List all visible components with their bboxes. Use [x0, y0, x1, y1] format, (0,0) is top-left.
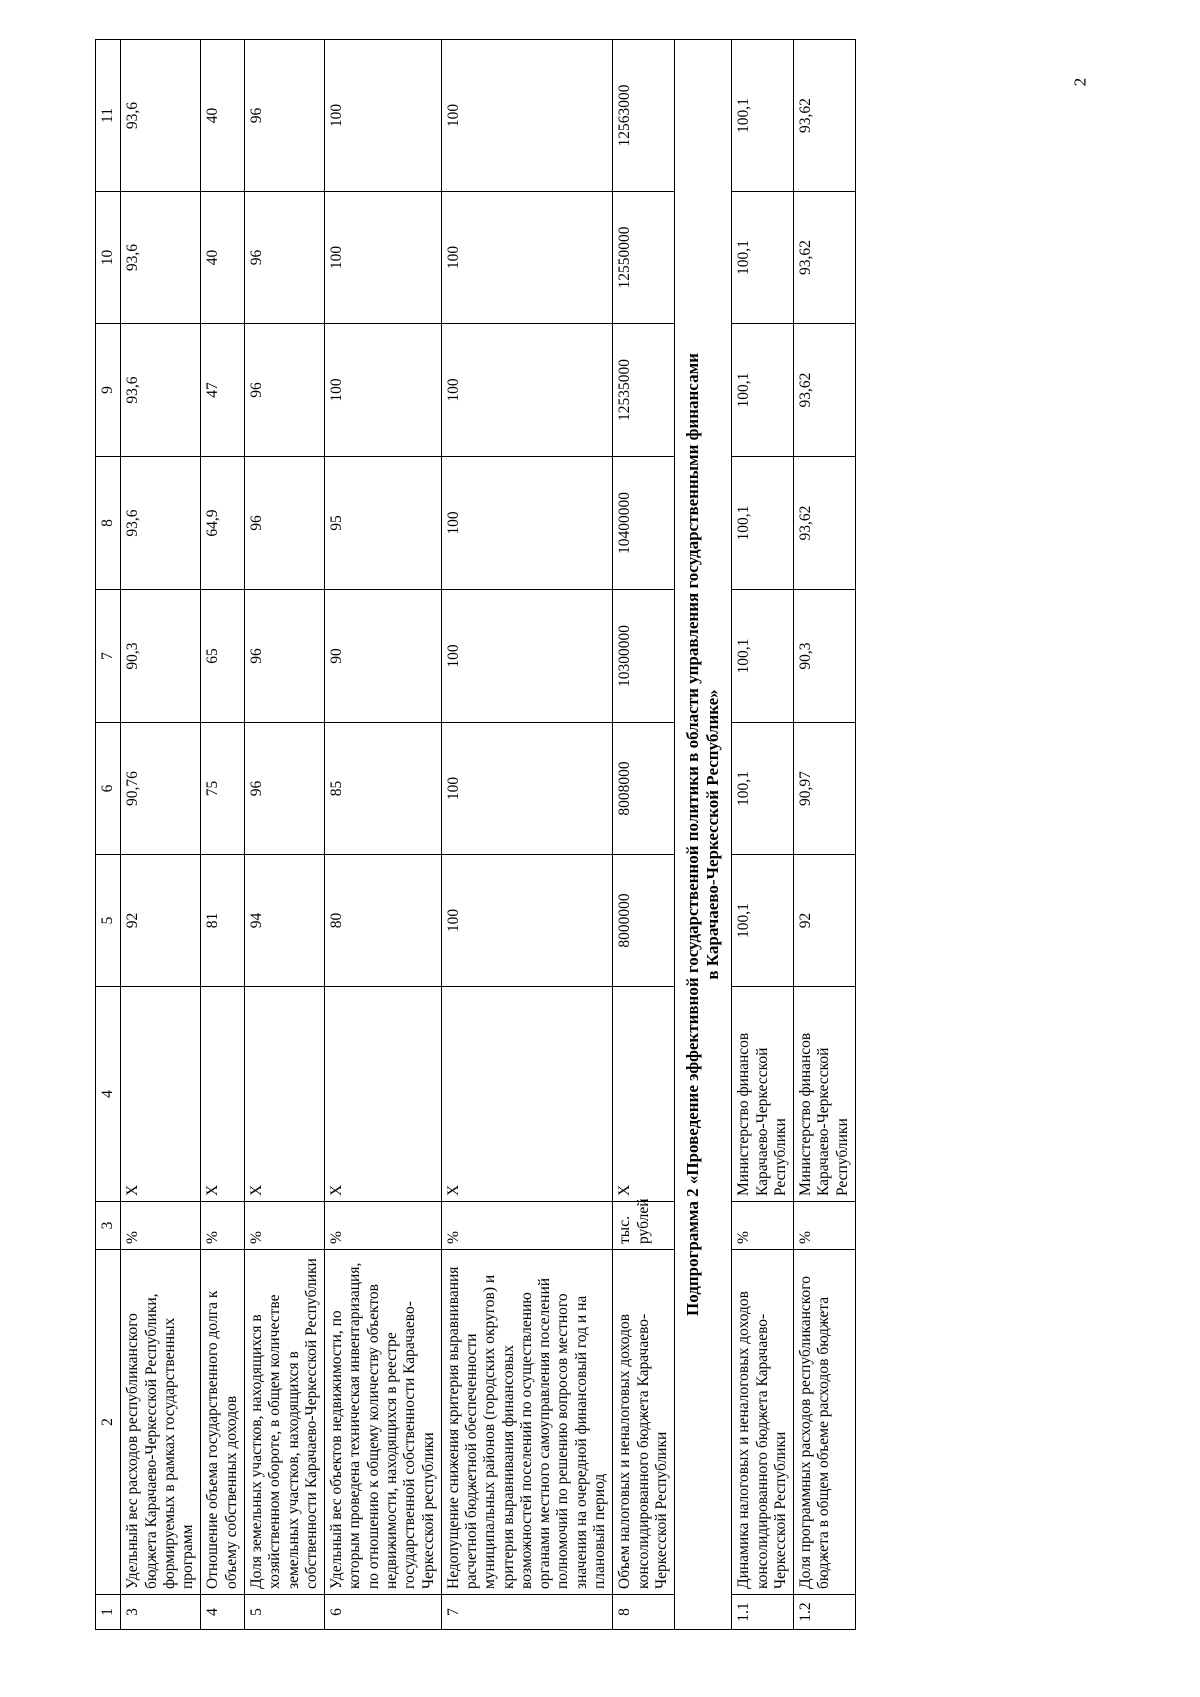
row-number: 7	[441, 1595, 613, 1630]
indicator-name: Доля программных расходов республиканского бюджета в общем объеме расходов бюджета	[794, 1250, 856, 1595]
value-cell: 93,62	[794, 457, 856, 590]
value-cell: 94	[244, 855, 324, 987]
value-cell: 90,97	[794, 723, 856, 855]
indicator-name: Объем налоговых и неналоговых доходов консолидированного бюджета Карачаево-Черкесской Республики	[613, 1250, 675, 1595]
value-cell: 100	[441, 723, 613, 855]
column-number: 3	[96, 1202, 121, 1250]
table-row	[794, 40, 856, 1630]
value-cell: 100	[441, 457, 613, 590]
value-cell: 100,1	[732, 40, 794, 192]
value-cell: 100	[441, 855, 613, 987]
row-number: 3	[121, 1595, 201, 1630]
unit-cell: %	[244, 1202, 324, 1250]
value-cell: 100,1	[732, 590, 794, 723]
value-cell: 93,62	[794, 40, 856, 192]
value-cell: 100,1	[732, 324, 794, 457]
value-cell: 100,1	[732, 192, 794, 324]
unit-cell: %	[794, 1202, 856, 1250]
value-cell: 100	[441, 40, 613, 192]
column-number: 9	[96, 324, 121, 457]
indicator-name: Недопущение снижения критерия выравнивания расчетной бюджетной обеспеченности муниципальных районов (городских округов) и критерия выравнивания финансовых возможностей поселений по осуществлению органами местного самоуправления поселений полномочий по решению вопросов местного значения на очередной финансовый год и на плановый период	[441, 1250, 613, 1595]
indicator-name: Динамика налоговых и неналоговых доходов консолидированного бюджета Карачаево-Черкесской Республики	[732, 1250, 794, 1595]
row-number: 4	[201, 1595, 245, 1630]
value-cell: 64,9	[201, 457, 245, 590]
responsible-cell: X	[613, 987, 675, 1202]
value-cell: 75	[201, 723, 245, 855]
value-cell: 92	[121, 855, 201, 987]
value-cell: 96	[244, 324, 324, 457]
value-cell: 100,1	[732, 855, 794, 987]
column-number: 6	[96, 723, 121, 855]
responsible-cell: X	[441, 987, 613, 1202]
value-cell: 95	[325, 457, 442, 590]
value-cell: 100	[325, 40, 442, 192]
value-cell: 8000000	[613, 855, 675, 987]
value-cell: 96	[244, 590, 324, 723]
value-cell: 90,3	[121, 590, 201, 723]
value-cell: 80	[325, 855, 442, 987]
value-cell: 10300000	[613, 590, 675, 723]
responsible-cell: X	[244, 987, 324, 1202]
indicator-name: Удельный вес расходов республиканского бюджета Карачаево-Черкесской Республики, формируемых в рамках государственных программ	[121, 1250, 201, 1595]
value-cell: 96	[244, 457, 324, 590]
value-cell: 40	[201, 40, 245, 192]
rotated-page	[95, 60, 1095, 1630]
value-cell: 12535000	[613, 324, 675, 457]
column-number: 7	[96, 590, 121, 723]
value-cell: 47	[201, 324, 245, 457]
value-cell: 96	[244, 723, 324, 855]
table-body	[96, 40, 856, 1630]
table-row	[613, 40, 675, 1630]
value-cell: 92	[794, 855, 856, 987]
unit-cell: %	[325, 1202, 442, 1250]
column-number-row	[96, 40, 121, 1630]
unit-cell: %	[441, 1202, 613, 1250]
value-cell: 12563000	[613, 40, 675, 192]
row-number: 5	[244, 1595, 324, 1630]
table-row	[121, 40, 201, 1630]
column-number: 8	[96, 457, 121, 590]
value-cell: 10400000	[613, 457, 675, 590]
subprogram-title-line: Подпрограмма 2 «Проведение эффективной государственной политики в области управления государственными финансами	[683, 353, 703, 1316]
indicator-name: Доля земельных участков, находящихся в хозяйственном обороте, в общем количестве земельных участков, находящихся в собственности Карачаево-Черкесской Республики	[244, 1250, 324, 1595]
value-cell: 96	[244, 40, 324, 192]
indicators-table	[95, 39, 856, 1630]
column-number: 11	[96, 40, 121, 192]
responsible-cell: X	[325, 987, 442, 1202]
value-cell: 40	[201, 192, 245, 324]
column-number: 1	[96, 1595, 121, 1630]
value-cell: 85	[325, 723, 442, 855]
row-number: 6	[325, 1595, 442, 1630]
column-number: 2	[96, 1250, 121, 1595]
value-cell: 96	[244, 192, 324, 324]
table-row	[201, 40, 245, 1630]
value-cell: 93,6	[121, 192, 201, 324]
subprogram-row	[675, 40, 732, 1630]
table-row	[732, 40, 794, 1630]
value-cell: 93,6	[121, 40, 201, 192]
unit-cell: %	[201, 1202, 245, 1250]
table-row	[325, 40, 442, 1630]
value-cell: 8008000	[613, 723, 675, 855]
responsible-cell: X	[121, 987, 201, 1202]
unit-cell: %	[732, 1202, 794, 1250]
value-cell: 65	[201, 590, 245, 723]
value-cell: 100	[325, 192, 442, 324]
value-cell: 100,1	[732, 723, 794, 855]
responsible-cell: Министерство финансов Карачаево-Черкесской Республики	[794, 987, 856, 1202]
value-cell: 100	[441, 324, 613, 457]
column-number: 4	[96, 987, 121, 1202]
page-number: 2	[1070, 77, 1090, 87]
column-number: 10	[96, 192, 121, 324]
value-cell: 90,76	[121, 723, 201, 855]
subprogram-title	[675, 40, 732, 1630]
responsible-cell: Министерство финансов Карачаево-Черкесской Республики	[732, 987, 794, 1202]
value-cell: 90	[325, 590, 442, 723]
value-cell: 93,6	[121, 457, 201, 590]
unit-cell: тыс. рублей	[613, 1202, 675, 1250]
unit-cell: %	[121, 1202, 201, 1250]
value-cell: 100	[441, 192, 613, 324]
value-cell: 100	[325, 324, 442, 457]
row-number: 1.1	[732, 1595, 794, 1630]
row-number: 8	[613, 1595, 675, 1630]
value-cell: 93,6	[121, 324, 201, 457]
responsible-cell: X	[201, 987, 245, 1202]
indicator-name: Удельный вес объектов недвижимости, по которым проведена техническая инвентаризация, по отношению к общему количеству объектов недвижимости, находящихся в реестре государственной собственности Карачаево-Черкесской республики	[325, 1250, 442, 1595]
value-cell: 81	[201, 855, 245, 987]
value-cell: 100,1	[732, 457, 794, 590]
subprogram-title-line: в Карачаево-Черкесской Республике»	[703, 689, 723, 980]
column-number: 5	[96, 855, 121, 987]
value-cell: 93,62	[794, 324, 856, 457]
value-cell: 100	[441, 590, 613, 723]
table-row	[244, 40, 324, 1630]
value-cell: 12550000	[613, 192, 675, 324]
indicator-name: Отношение объема государственного долга к объему собственных доходов	[201, 1250, 245, 1595]
table-row	[441, 40, 613, 1630]
value-cell: 90,3	[794, 590, 856, 723]
value-cell: 93,62	[794, 192, 856, 324]
row-number: 1.2	[794, 1595, 856, 1630]
